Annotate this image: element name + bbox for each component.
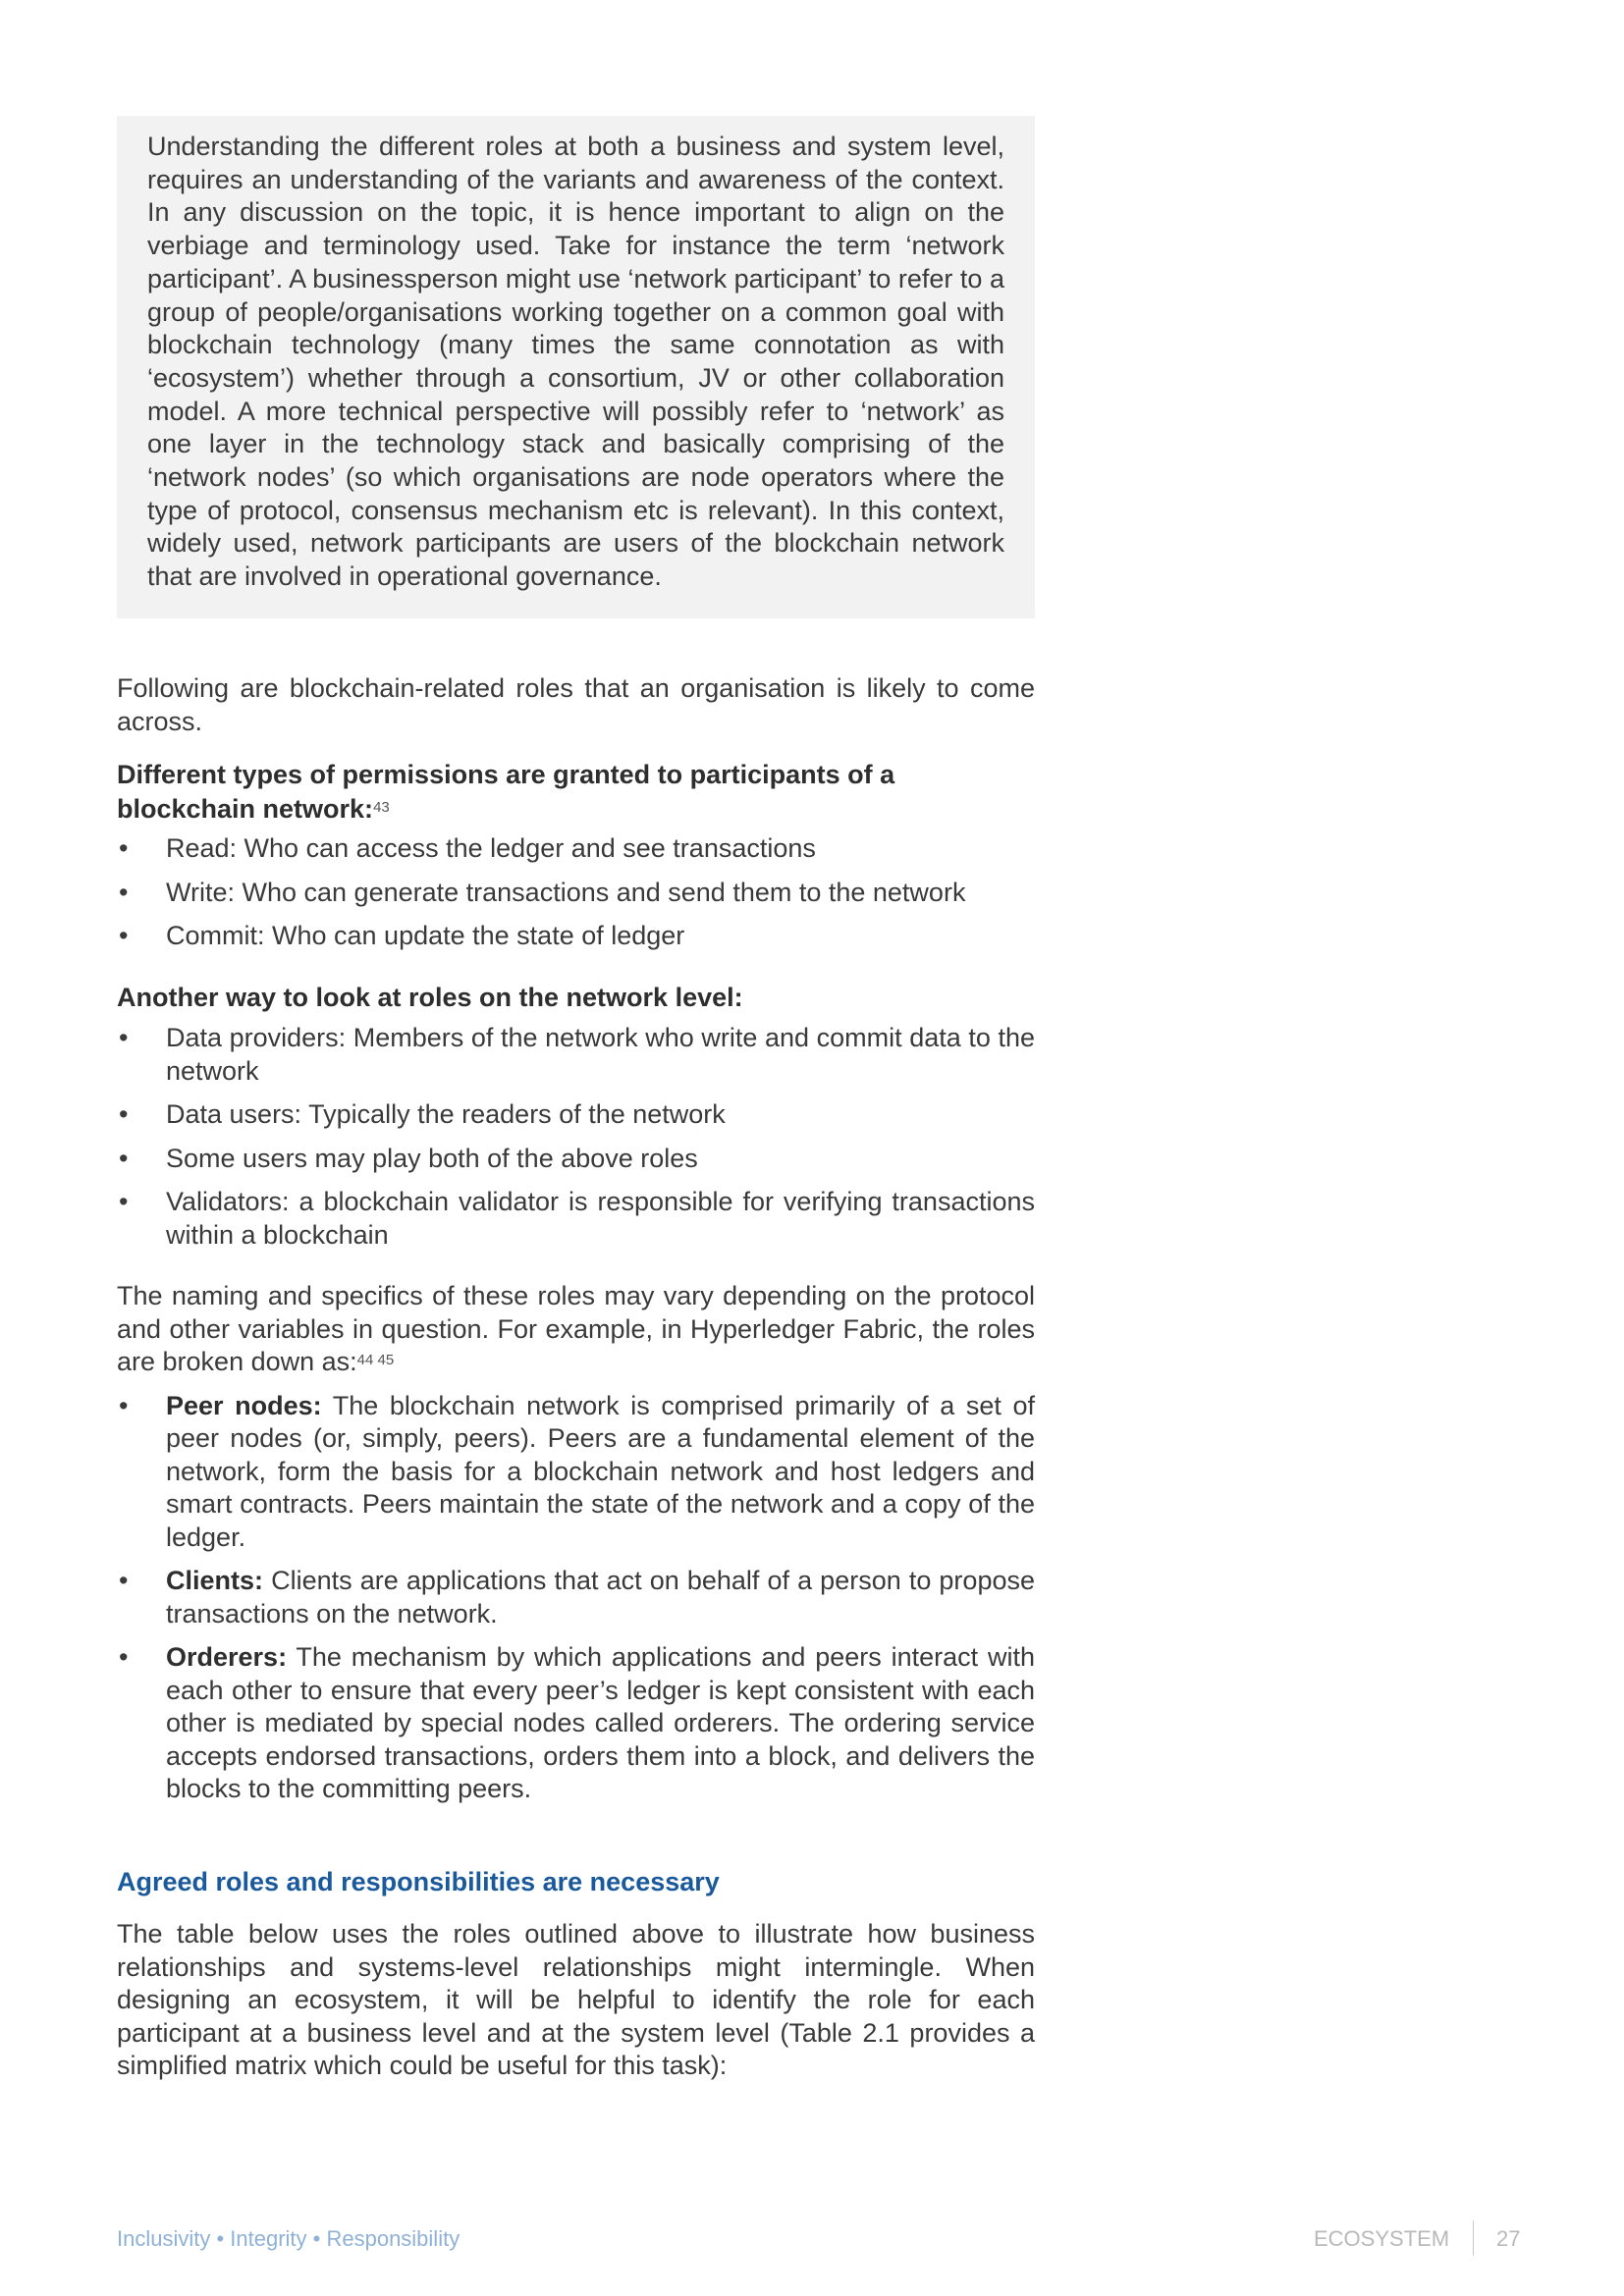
fabric-roles-list <box>117 1390 1035 1806</box>
footnote-ref: 44 45 <box>356 1352 395 1368</box>
callout-text: Understanding the different roles at both a business and system level, requires an understanding of the variants and awareness of the context. In any discussion on the topic, it is hence important to align on the verbiage and terminology used. Take for instance the term ‘network participant’. A businessperson might use ‘network participant’ to refer to a group of people/organisations working together on a common goal with blockchain technology (many times the same connotation as with ‘ecosystem’) whether through a consortium, JV or other collaboration model. A more technical perspective will possibly refer to ‘network’ as one layer in the technology stack and basically comprising of the ‘network nodes’ (so which organisations are node operators where the type of protocol, consensus mechanism etc is relevant). In this context, widely used, network participants are users of the blockchain network that are involved in operational governance. <box>147 132 1004 592</box>
fabric-paragraph: The naming and specifics of these roles may vary depending on the protocol and other variables in question. For example, in Hyperledger Fabric, the roles are broken down as:$^{44 45}$ <box>117 1281 1035 1376</box>
fabric-section <box>117 1280 1035 1806</box>
list-item-clients: • Clients: Clients are applications that act on behalf of a person to propose transactions on the network. <box>119 1566 1035 1629</box>
list-item: • Some users may play both of the above roles <box>119 1143 698 1173</box>
permissions-section <box>117 758 1035 953</box>
footer-section-label: ECOSYSTEM <box>1314 2226 1450 2251</box>
intro-paragraph: Following are blockchain-related roles that an organisation is likely to come across. <box>117 673 1035 736</box>
network-roles-list <box>117 1022 1035 1252</box>
permissions-list <box>117 832 1035 953</box>
footnote-ref: 43 <box>373 799 390 816</box>
list-item-orderers: • Orderers: The mechanism by which applications and peers interact with each other to ensure that every peer’s ledger is kept consistent with each other is mediated by special nodes called orderers. The ordering service accepts endorsed transactions, orders them into a block, and delivers the blocks to the committing peers. <box>119 1642 1035 1803</box>
list-item: • Read: Who can access the ledger and see transactions <box>119 833 816 863</box>
list-item: • Data providers: Members of the network who write and commit data to the network <box>119 1023 1035 1086</box>
page-number: 27 <box>1496 2226 1521 2251</box>
section-paragraph: The table below uses the roles outlined above to illustrate how business relationships and systems-level relationships might intermingle. When designing an ecosystem, it will be helpful to identify the role for each participant at a business level and at the system level (Table 2.1 provides a simplified matrix which could be useful for this task): <box>117 1919 1035 2080</box>
network-roles-section <box>117 981 1035 1252</box>
callout-box <box>117 116 1035 618</box>
list-item: • Validators: a blockchain validator is responsible for verifying transactions within a blockchain <box>119 1187 1035 1250</box>
list-item-peer-nodes: • Peer nodes: The blockchain network is comprised primarily of a set of peer nodes (or, simply, peers). Peers are a fundamental element of the network, form the basis for a blockchain network and host ledgers and smart contracts. Peers maintain the state of the network and a copy of the ledger. <box>119 1390 1035 1552</box>
network-roles-heading: Another way to look at roles on the network level: <box>117 983 743 1012</box>
list-item: • Write: Who can generate transactions and send them to the network <box>119 877 966 907</box>
permissions-heading: Different types of permissions are granted to participants of a blockchain network:$^{43}$ <box>117 760 895 824</box>
footer-tagline: Inclusivity • Integrity • Responsibility <box>117 2226 460 2251</box>
list-item: • Commit: Who can update the state of ledger <box>119 921 685 950</box>
section-heading: Agreed roles and responsibilities are necessary <box>117 1867 720 1896</box>
list-item: • Data users: Typically the readers of the network <box>119 1099 726 1129</box>
roles-section <box>117 1865 1035 2083</box>
footer-divider <box>1473 2220 1474 2256</box>
intro-paragraph-block <box>117 672 1035 738</box>
